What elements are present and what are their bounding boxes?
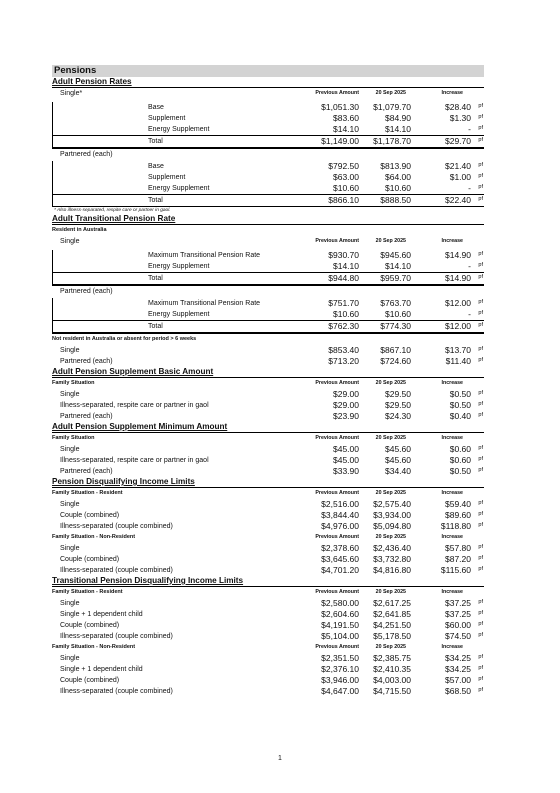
column-header: Increase xyxy=(441,490,463,496)
pf-marker: pf xyxy=(478,687,483,693)
increase-amount: $115.60 xyxy=(440,565,471,575)
row-label: Illness-separated, respite care or partner in gaol xyxy=(60,457,209,464)
pf-marker: pf xyxy=(478,114,483,120)
table-row xyxy=(53,250,484,261)
increase-amount: $0.50 xyxy=(449,466,471,476)
table-row xyxy=(52,466,484,477)
increase-amount: - xyxy=(468,183,471,193)
new-amount: $45.60 xyxy=(385,444,411,454)
subheading-text: Family Situation - Resident xyxy=(52,589,123,595)
new-amount: $4,251.50 xyxy=(373,620,411,630)
subheading-text: Family Situation xyxy=(52,435,95,441)
table-row xyxy=(52,510,484,521)
previous-amount: $4,191.50 xyxy=(321,620,359,630)
increase-amount: $34.25 xyxy=(445,664,471,674)
section-heading: Pension Disqualifying Income Limits xyxy=(52,477,484,488)
increase-amount: $1.00 xyxy=(449,172,471,182)
table-row xyxy=(52,543,484,554)
table-row xyxy=(52,675,484,686)
pf-marker: pf xyxy=(478,676,483,682)
previous-amount: $2,351.50 xyxy=(321,653,359,663)
group-label-row xyxy=(52,285,484,295)
group-box xyxy=(52,102,484,148)
row-label: Single xyxy=(60,545,80,552)
table-row xyxy=(52,631,484,642)
section-heading: Transitional Pension Disqualifying Income Limits xyxy=(52,576,484,587)
new-amount: $2,410.35 xyxy=(373,664,411,674)
table-row xyxy=(52,389,484,400)
column-header: 20 Sep 2025 xyxy=(375,238,406,244)
table-row xyxy=(52,455,484,466)
group-label-row xyxy=(52,148,484,158)
pf-marker: pf xyxy=(478,184,483,190)
column-header: Increase xyxy=(441,238,463,244)
previous-amount: $33.90 xyxy=(333,466,359,476)
pf-marker: pf xyxy=(478,173,483,179)
increase-amount: $0.40 xyxy=(449,411,471,421)
increase-amount: $37.25 xyxy=(445,609,471,619)
table-row xyxy=(53,135,484,148)
increase-amount: $34.25 xyxy=(445,653,471,663)
section-heading: Adult Pension Supplement Minimum Amount xyxy=(52,422,484,433)
table-row xyxy=(53,183,484,194)
new-amount: $774.30 xyxy=(380,321,411,331)
table-row xyxy=(52,554,484,565)
table-row xyxy=(52,565,484,576)
new-amount: $4,816.80 xyxy=(373,565,411,575)
row-label: Single + 1 dependent child xyxy=(60,611,143,618)
table-row xyxy=(52,411,484,422)
increase-amount: $37.25 xyxy=(445,598,471,608)
previous-amount: $853.40 xyxy=(328,345,359,355)
row-label: Single xyxy=(60,655,80,662)
column-header: Previous Amount xyxy=(315,589,359,595)
subheading-text: Family Situation - Non-Resident xyxy=(52,644,136,650)
pf-marker: pf xyxy=(478,500,483,506)
previous-amount: $29.00 xyxy=(333,400,359,410)
increase-amount: $89.60 xyxy=(445,510,471,520)
increase-amount: $74.50 xyxy=(445,631,471,641)
pf-marker: pf xyxy=(478,632,483,638)
previous-amount: $930.70 xyxy=(328,250,359,260)
column-header: Previous Amount xyxy=(315,90,359,96)
increase-amount: $57.00 xyxy=(445,675,471,685)
pf-marker: pf xyxy=(478,322,483,328)
row-label: Couple (combined) xyxy=(60,556,120,563)
column-header: 20 Sep 2025 xyxy=(375,644,406,650)
row-label: Single xyxy=(60,446,80,453)
new-amount: $29.50 xyxy=(385,400,411,410)
row-label: Partnered (each) xyxy=(60,358,113,365)
subheading xyxy=(52,225,484,236)
row-label: Energy Supplement xyxy=(148,126,210,133)
table-row xyxy=(52,444,484,455)
pf-marker: pf xyxy=(478,274,483,280)
sections-container xyxy=(52,77,484,697)
new-amount: $29.50 xyxy=(385,389,411,399)
increase-amount: $29.70 xyxy=(445,136,471,146)
new-amount: $2,575.40 xyxy=(373,499,411,509)
column-header-row xyxy=(52,378,484,389)
previous-amount: $762.30 xyxy=(328,321,359,331)
group-box xyxy=(52,250,484,285)
row-label: Illness-separated (couple combined) xyxy=(60,688,173,695)
pf-marker: pf xyxy=(478,555,483,561)
new-amount: $5,094.80 xyxy=(373,521,411,531)
table-row xyxy=(52,653,484,664)
new-amount: $763.70 xyxy=(380,298,411,308)
pf-marker: pf xyxy=(478,665,483,671)
row-label: Single xyxy=(60,391,80,398)
section-heading: Adult Transitional Pension Rate xyxy=(52,214,484,225)
previous-amount: $4,647.00 xyxy=(321,686,359,696)
row-label: Base xyxy=(148,163,164,170)
increase-amount: $12.00 xyxy=(445,298,471,308)
pf-marker: pf xyxy=(478,196,483,202)
page-title: Pensions xyxy=(52,65,484,77)
row-label: Couple (combined) xyxy=(60,622,120,629)
row-label: Illness-separated (couple combined) xyxy=(60,523,173,530)
column-header: Increase xyxy=(441,90,463,96)
subheading-text: Family Situation xyxy=(52,380,95,386)
subheading-text: Resident in Australia xyxy=(52,227,107,233)
new-amount: $34.40 xyxy=(385,466,411,476)
pf-marker: pf xyxy=(478,654,483,660)
increase-amount: $1.30 xyxy=(449,113,471,123)
table-row xyxy=(52,521,484,532)
increase-amount: $11.40 xyxy=(445,356,471,366)
new-amount: $24.30 xyxy=(385,411,411,421)
increase-amount: $14.90 xyxy=(445,273,471,283)
section-heading: Adult Pension Supplement Basic Amount xyxy=(52,367,484,378)
subheading-text: Not resident in Australia or absent for period > 6 weeks xyxy=(52,336,197,342)
new-amount: $867.10 xyxy=(380,345,411,355)
pf-marker: pf xyxy=(478,621,483,627)
pf-marker: pf xyxy=(478,103,483,109)
pf-marker: pf xyxy=(478,522,483,528)
new-amount: $2,617.25 xyxy=(373,598,411,608)
new-amount: $2,385.75 xyxy=(373,653,411,663)
increase-amount: $22.40 xyxy=(445,195,471,205)
group-box xyxy=(52,298,484,333)
column-header: Increase xyxy=(441,534,463,540)
previous-amount: $1,051.30 xyxy=(321,102,359,112)
footnote: * Also illness-separated, respite care or partner in gaol. xyxy=(54,208,171,213)
previous-amount: $2,516.00 xyxy=(321,499,359,509)
previous-amount: $944.80 xyxy=(328,273,359,283)
column-header: 20 Sep 2025 xyxy=(375,380,406,386)
previous-amount: $83.60 xyxy=(333,113,359,123)
table-row xyxy=(52,598,484,609)
previous-amount: $5,104.00 xyxy=(321,631,359,641)
subheading-text: Family Situation - Resident xyxy=(52,490,123,496)
pf-marker: pf xyxy=(478,544,483,550)
row-label: Partnered (each) xyxy=(60,468,113,475)
previous-amount: $3,844.40 xyxy=(321,510,359,520)
column-header: Previous Amount xyxy=(315,380,359,386)
column-header: 20 Sep 2025 xyxy=(375,90,406,96)
previous-amount: $792.50 xyxy=(328,161,359,171)
table-row xyxy=(52,356,484,367)
previous-amount: $2,378.60 xyxy=(321,543,359,553)
table-row xyxy=(53,309,484,320)
increase-amount: - xyxy=(468,261,471,271)
previous-amount: $63.00 xyxy=(333,172,359,182)
new-amount: $888.50 xyxy=(380,195,411,205)
pf-marker: pf xyxy=(478,262,483,268)
previous-amount: $10.60 xyxy=(333,183,359,193)
column-header-row xyxy=(52,236,484,247)
table-row xyxy=(52,400,484,411)
rate-group xyxy=(52,285,484,333)
group-box xyxy=(52,161,484,207)
increase-amount: $0.50 xyxy=(449,389,471,399)
row-label: Couple (combined) xyxy=(60,677,120,684)
table-row xyxy=(52,499,484,510)
column-header: Previous Amount xyxy=(315,644,359,650)
column-header: Increase xyxy=(441,435,463,441)
increase-amount: $13.70 xyxy=(445,345,471,355)
increase-amount: $57.80 xyxy=(445,543,471,553)
increase-amount: $12.00 xyxy=(445,321,471,331)
pf-marker: pf xyxy=(478,566,483,572)
pf-marker: pf xyxy=(478,251,483,257)
column-header: 20 Sep 2025 xyxy=(375,589,406,595)
increase-amount: $0.60 xyxy=(449,444,471,454)
previous-amount: $4,701.20 xyxy=(321,565,359,575)
previous-amount: $751.70 xyxy=(328,298,359,308)
previous-amount: $45.00 xyxy=(333,455,359,465)
previous-amount: $14.10 xyxy=(333,124,359,134)
previous-amount: $866.10 xyxy=(328,195,359,205)
new-amount: $2,641.85 xyxy=(373,609,411,619)
new-amount: $1,178.70 xyxy=(373,136,411,146)
column-header-row xyxy=(52,88,484,99)
table-row xyxy=(52,664,484,675)
column-header-row xyxy=(52,587,484,598)
new-amount: $10.60 xyxy=(385,309,411,319)
table-row xyxy=(53,161,484,172)
row-label: Base xyxy=(148,104,164,111)
rate-group xyxy=(52,88,484,148)
previous-amount: $4,976.00 xyxy=(321,521,359,531)
subheading xyxy=(52,333,484,345)
increase-amount: $14.90 xyxy=(445,250,471,260)
pf-marker: pf xyxy=(478,310,483,316)
previous-amount: $10.60 xyxy=(333,309,359,319)
increase-amount: - xyxy=(468,309,471,319)
row-label: Energy Supplement xyxy=(148,263,210,270)
new-amount: $3,934.00 xyxy=(373,510,411,520)
column-header: 20 Sep 2025 xyxy=(375,435,406,441)
pf-marker: pf xyxy=(478,511,483,517)
column-header-row xyxy=(52,532,484,543)
table-row xyxy=(53,261,484,272)
table-row xyxy=(52,686,484,697)
previous-amount: $29.00 xyxy=(333,389,359,399)
row-label: Illness-separated (couple combined) xyxy=(60,633,173,640)
increase-amount: $87.20 xyxy=(445,554,471,564)
increase-amount: $68.50 xyxy=(445,686,471,696)
group-label: Partnered (each) xyxy=(60,288,113,295)
new-amount: $14.10 xyxy=(385,124,411,134)
row-label: Energy Supplement xyxy=(148,311,210,318)
previous-amount: $14.10 xyxy=(333,261,359,271)
increase-amount: - xyxy=(468,124,471,134)
pf-marker: pf xyxy=(478,610,483,616)
row-label: Partnered (each) xyxy=(60,413,113,420)
new-amount: $945.60 xyxy=(380,250,411,260)
rate-group xyxy=(52,236,484,285)
group-label: Partnered (each) xyxy=(60,151,113,158)
new-amount: $84.90 xyxy=(385,113,411,123)
previous-amount: $23.90 xyxy=(333,411,359,421)
column-header: Increase xyxy=(441,380,463,386)
new-amount: $2,436.40 xyxy=(373,543,411,553)
table-row xyxy=(53,113,484,124)
new-amount: $4,003.00 xyxy=(373,675,411,685)
row-label: Total xyxy=(148,323,163,330)
table-row xyxy=(53,194,484,207)
new-amount: $1,079.70 xyxy=(373,102,411,112)
increase-amount: $59.40 xyxy=(445,499,471,509)
table-row xyxy=(53,298,484,309)
row-label: Illness-separated (couple combined) xyxy=(60,567,173,574)
pf-marker: pf xyxy=(478,357,483,363)
rate-group xyxy=(52,148,484,207)
column-header: Increase xyxy=(441,589,463,595)
pf-marker: pf xyxy=(478,412,483,418)
row-label: Single xyxy=(60,347,80,354)
column-header-row xyxy=(52,433,484,444)
table-row xyxy=(53,320,484,333)
table-row xyxy=(53,272,484,285)
table-row xyxy=(53,172,484,183)
pf-marker: pf xyxy=(478,390,483,396)
subheading-text: Family Situation - Non-Resident xyxy=(52,534,136,540)
new-amount: $813.90 xyxy=(380,161,411,171)
pf-marker: pf xyxy=(478,599,483,605)
row-label: Total xyxy=(148,197,163,204)
row-label: Illness-separated, respite care or partner in gaol xyxy=(60,402,209,409)
column-header: Previous Amount xyxy=(315,435,359,441)
row-label: Single xyxy=(60,501,80,508)
row-label: Total xyxy=(148,275,163,282)
table-row xyxy=(52,609,484,620)
column-header: Previous Amount xyxy=(315,238,359,244)
new-amount: $14.10 xyxy=(385,261,411,271)
column-header-row xyxy=(52,488,484,499)
pf-marker: pf xyxy=(478,162,483,168)
row-label: Single + 1 dependent child xyxy=(60,666,143,673)
pf-marker: pf xyxy=(478,445,483,451)
increase-amount: $60.00 xyxy=(445,620,471,630)
section-heading: Adult Pension Rates xyxy=(52,77,484,88)
pf-marker: pf xyxy=(478,137,483,143)
previous-amount: $3,946.00 xyxy=(321,675,359,685)
pf-marker: pf xyxy=(478,346,483,352)
row-label: Supplement xyxy=(148,115,186,122)
page-number: 1 xyxy=(278,755,282,762)
pf-marker: pf xyxy=(478,299,483,305)
row-label: Maximum Transitional Pension Rate xyxy=(148,300,261,307)
row-label: Energy Supplement xyxy=(148,185,210,192)
column-header: Previous Amount xyxy=(315,490,359,496)
previous-amount: $713.20 xyxy=(328,356,359,366)
pf-marker: pf xyxy=(478,456,483,462)
pf-marker: pf xyxy=(478,467,483,473)
previous-amount: $2,580.00 xyxy=(321,598,359,608)
group-label: Single* xyxy=(60,90,83,97)
pf-marker: pf xyxy=(478,125,483,131)
new-amount: $10.60 xyxy=(385,183,411,193)
previous-amount: $45.00 xyxy=(333,444,359,454)
column-header: Previous Amount xyxy=(315,534,359,540)
increase-amount: $0.50 xyxy=(449,400,471,410)
new-amount: $3,732.80 xyxy=(373,554,411,564)
row-label: Couple (combined) xyxy=(60,512,120,519)
row-label: Maximum Transitional Pension Rate xyxy=(148,252,261,259)
row-label: Supplement xyxy=(148,174,186,181)
group-label: Single xyxy=(60,238,80,245)
row-label: Single xyxy=(60,600,80,607)
previous-amount: $1,149.00 xyxy=(321,136,359,146)
increase-amount: $118.80 xyxy=(440,521,471,531)
increase-amount: $0.60 xyxy=(449,455,471,465)
pf-marker: pf xyxy=(478,401,483,407)
new-amount: $4,715.50 xyxy=(373,686,411,696)
table-row xyxy=(53,102,484,113)
column-header: 20 Sep 2025 xyxy=(375,490,406,496)
new-amount: $45.60 xyxy=(385,455,411,465)
increase-amount: $28.40 xyxy=(445,102,471,112)
new-amount: $959.70 xyxy=(380,273,411,283)
row-label: Total xyxy=(148,138,163,145)
table-row xyxy=(53,124,484,135)
new-amount: $724.60 xyxy=(380,356,411,366)
document-body xyxy=(52,65,484,697)
new-amount: $5,178.50 xyxy=(373,631,411,641)
previous-amount: $2,604.60 xyxy=(321,609,359,619)
table-row xyxy=(52,620,484,631)
column-header: Increase xyxy=(441,644,463,650)
table-row xyxy=(52,345,484,356)
increase-amount: $21.40 xyxy=(445,161,471,171)
previous-amount: $2,376.10 xyxy=(321,664,359,674)
column-header-row xyxy=(52,642,484,653)
column-header: 20 Sep 2025 xyxy=(375,534,406,540)
previous-amount: $3,645.60 xyxy=(321,554,359,564)
new-amount: $64.00 xyxy=(385,172,411,182)
